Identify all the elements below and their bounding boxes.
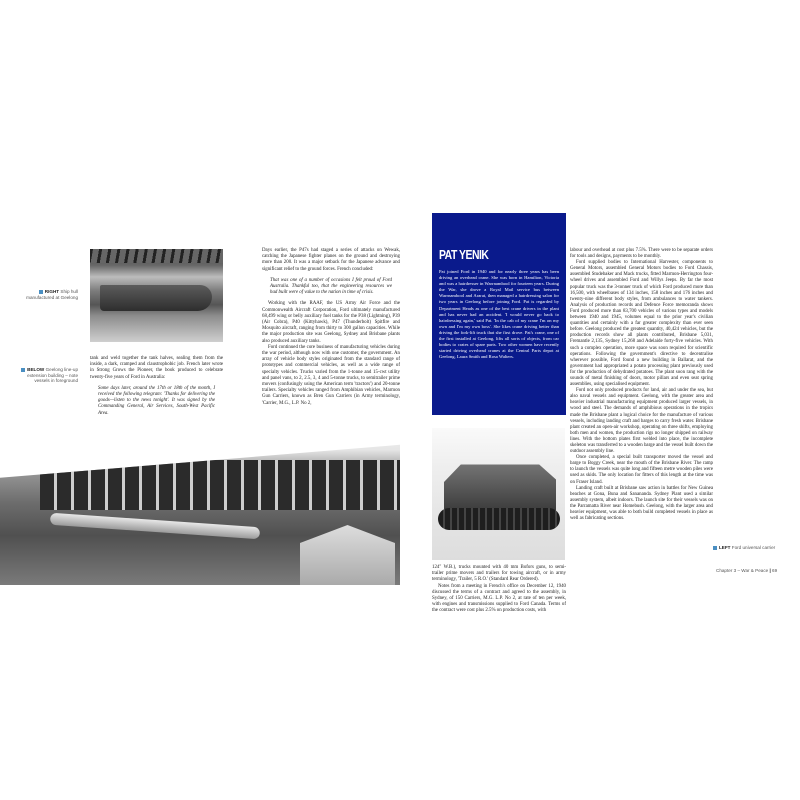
caption-ship-hull: RIGHT Ship hull manufactured at Geelong xyxy=(26,289,78,300)
sidebar-body: Pat joined Ford in 1940 and for nearly three years has been driving an overhead crane. She was born in Hamilton, Victoria and was a hairdresser in Warrnambool for fourteen years. During the War, she drove a Royal Mail service bus between Warrnambool and Ararat, then managed a hairdressing salon for two years in Geelong before joining Ford. Pat is regarded by Department Heads as one of the best crane drivers in the plant and has never had an accident. 'I would never go back to hairdressing again,' said Pat. 'In the cab of my crane I'm on my own and I'm my own boss'. She likes crane driving better than driving the fork-lift truck that she first drove. Pat's crane, one of the first installed at Geelong, lifts all sorts of objects, from car bodies to crates of spare parts. Two other women have recently started driving overhead cranes at the Central Parts depot at Geelong, Laura Smith and Rosa Walters. xyxy=(439,269,559,360)
caption-geelong-building: BELOW Geelong line-up extension building – note vessels in foreground xyxy=(18,367,78,384)
universal-carrier-photo xyxy=(432,428,565,560)
right-page-middle-column: 124" W.B.), trucks mounted with 40 mm Bofors guns, to semi-trailer prime movers and trailers for towing aircraft, or in army terminology, 'Trailer, 5 R.O.' (Standard Rear Ordered). Notes from a meeting in French's office on December 12, 1940 discussed the terms of a contract and agreed to the assembly, in Sydney, of 150 Carriers, M.G. L.P. No 2, at rate of ten per week, with engines and transmissions supplied to Ford Canada. Terms of the contract were cost plus 2.5% on production costs, with xyxy=(432,565,566,614)
ship-hull-photo xyxy=(90,249,223,342)
caption-universal-carrier: LEFT Ford universal carrier xyxy=(713,545,798,551)
geelong-factory-photo xyxy=(0,420,400,585)
sidebar-title: PAT YENIK xyxy=(439,247,489,262)
chapter-title: Chapter 3 – War & Peace xyxy=(716,568,769,573)
pat-yenik-sidebar xyxy=(432,213,566,415)
left-page-right-column: Days earlier, the P47s had staged a series of attacks on Wewak, catching the Japanese fighter planes on the ground and destroying more than 200. It was a major setback for the Japanese advance and significant relief to the ground forces. French concluded: That was one of a number of occasions I felt proud of Ford Australia. Thankful too, that the engineering resources we had built were of value to the nation in time of crisis. Working with the RAAF, the US Army Air Force and the Commonwealth Aircraft Corporation, Ford ultimately manufactured 68,499 wing or belly auxiliary fuel tanks for the P38 (Lightning), P39 (Air Cobra), P40 (Kittyhawk), P47 (Thunderbolt) Spitfire and Mosquito aircraft, ranging from thirty to 300 gallon capacities. While the major production site was Geelong, Sydney and Brisbane plants also produced auxiliary tanks. Ford continued the core business of manufacturing vehicles during the war period, although now with one customer, the government. An array of vehicle body styles originated from the standard range of prototypes and commercial vehicles, as well as a wide range of specialty vehicles. Trucks varied from the 1-tonne and 15-cwt utility and panel vans, to 2, 2.5, 3, 4 and 5-tonne trucks, to semitrailer prime movers (confusingly using the American term 'tractors') and 20-tonne trailers. Specialty vehicles ranged from Amphibian vehicles, Marmon Gun Carriers, known as Bren Gun Carriers (in Army terminology, 'Carrier, M.G., L.P. No 2, xyxy=(262,248,400,406)
right-page-right-column: labour and overhead at cost plus 7.5%. There were to be separate orders for tools and designs, payments to be monthly. Ford supplied bodies to International Harvester, components to General Motors, assembled General Motors bodies to Ford Chassis, assembled Studebaker and Mack trucks, fitted Marmon-Herrington four-wheel drives and assembled Ford and Willys Jeeps. By far the most popular truck was the 3-tonner truck of which Ford produced more than 16,500, with wheelbases of 134 inches, 158 inches and 176 inches and twenty-nine different body styles, from ambulances to water tankers. Analysis of production records and Defence Force memoranda shows Ford produced more than 83,700 vehicles of various types and models between 1940 and 1945, volumes equal to the prior year's civilian quantities and certainly with a far greater complexity than ever seen before. Geelong produced the greatest quantity, 40,424 vehicles, but the production records show all plants contributed, Brisbane 5,031, Fremantle 2,135, Sydney 15,268 and Adelaide forty-five vehicles. With such a complex operation, more space was soon required for scientific operations. Following the government's directive to decentralise wherever possible, Ford found a new building in Ballarat, and the government had appropriated a potato processing plant previously used for the production of dehydrated potatoes. The plant soon rang with the sounds of metal finishing of doors, motor pillars and even seat spring assemblies, using specialised equipment. Ford not only produced products for land, air and under the sea, but also naval vessels and equipment. Geelong, with the greater area and heavier industrial manufacturing equipment produced larger vessels, in wood and steel. The demands of amphibious operations in the tropics made the Brisbane plant a logical choice for the manufacture of various vessels, including landing craft and barges to carry fresh water. Brisbane plant created an open-air workshop, operating on three shifts, employing both men and women, the production rigs no longer shipped on railway lines. With the bottom plates first welded into place, the incomplete skeleton was transferred to a wooden barge and the vessel built down the outdoor assembly line. Once completed, a special built transporter moved the vessel and barge to Boggy Creek, near the mouth of the Brisbane River. The ramp to launch the vessels was quite long and fifteen metre wooden piles were used as skids. The only location for fitters of this length at the time was on Fraser Island. Landing craft built at Brisbane saw action in battles for New Guinea beaches at Gona, Buna and Sanananda. Sydney Plant used a similar assembly system, albeit indoors. The launch site for their vessels was on the Parramatta River near Homebush. Geelong, with the larger area and heavier equipment, was able to both build completed vessels in place as well as fabricating sections. xyxy=(570,248,713,522)
caption-marker-icon xyxy=(713,546,717,550)
caption-marker-icon xyxy=(21,368,25,372)
left-page-lower-column: tank and weld together the tank halves, sealing them from the inside, a dark, cramped and claustrophobic job. French later wrote in Strong Grows the Pioneer, the book produced to celebrate twenty-five years of Ford in Australia: Some days later, around the 17th or 18th of the month, I received the following telegram: 'Thanks for delivering the goods—listen to the news tonight'. It was signed by the Commanding General, Air Services, South-West Pacific Area. xyxy=(90,356,223,416)
caption-marker-icon xyxy=(39,290,43,294)
page-footer: Chapter 3 – War & Peace | 69 xyxy=(716,568,778,573)
page-number: 69 xyxy=(772,568,778,573)
